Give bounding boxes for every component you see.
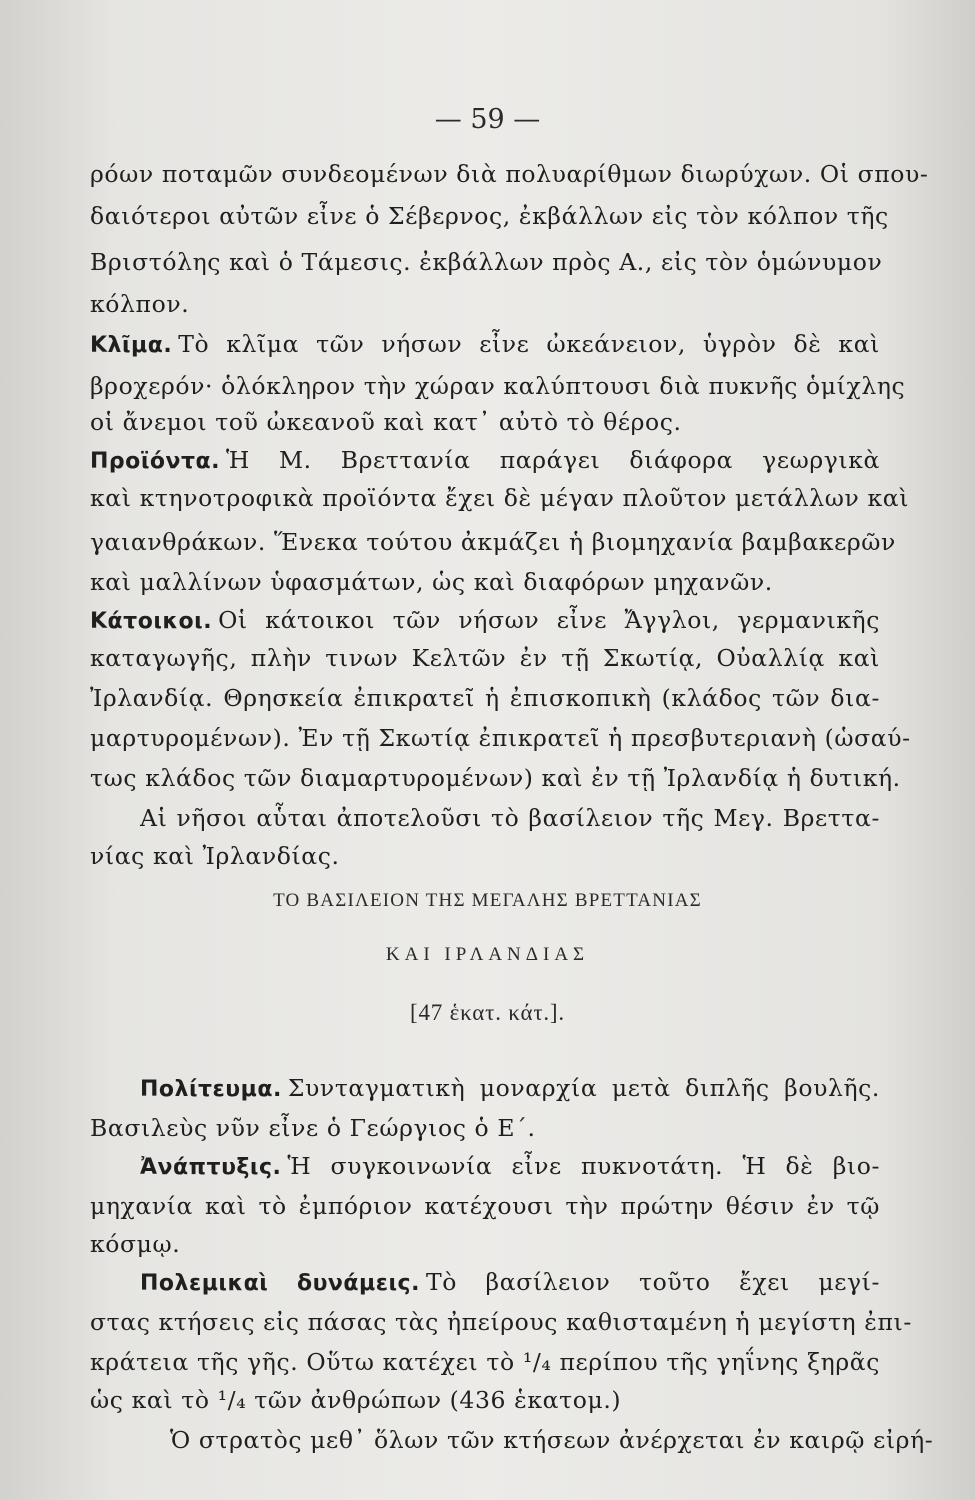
text-line: γαιανθράκων. Ἕνεκα τούτου ἀκμάζει ἡ βιομηχανία βαμβακερῶν xyxy=(90,528,896,556)
text-line: Βασιλεὺς νῦν εἶνε ὁ Γεώργιος ὁ Ε΄. xyxy=(90,1114,536,1142)
text-line: μαρτυρομένων). Ἐν τῇ Σκωτίᾳ ἐπικρατεῖ ἡ πρεσβυτεριανὴ (ὡσαύ- xyxy=(90,724,911,752)
section-heading-products: Προϊόντα. xyxy=(90,449,220,474)
text-line: Κλῖμα. Τὸ κλῖμα τῶν νήσων εἶνε ὠκεάνειον, ὑγρὸν δὲ καὶ xyxy=(90,330,880,358)
text-line: καὶ μαλλίνων ὑφασμάτων, ὡς καὶ διαφόρων μηχανῶν. xyxy=(90,568,773,596)
page-number: — 59 — xyxy=(434,104,541,135)
section-title-continued: ΚΑΙ ΙΡΛΑΝΔΙΑΣ xyxy=(385,944,590,965)
text-line: καὶ κτηνοτροφικὰ προϊόντα ἔχει δὲ μέγαν πλοῦτον μετάλλων καὶ xyxy=(90,484,910,512)
section-heading-government: Πολίτευμα. xyxy=(140,1077,282,1102)
text-line: καταγωγῆς, πλὴν τινων Κελτῶν ἐν τῇ Σκωτίᾳ, Οὐαλλίᾳ καὶ xyxy=(90,644,880,672)
text-line: Ἰρλανδίᾳ. Θρησκεία ἐπικρατεῖ ἡ ἐπισκοπικὴ (κλάδος τῶν δια- xyxy=(90,684,880,712)
text-line: Βριστόλης καὶ ὁ Τάμεσις. ἐκβάλλων πρὸς Α., εἰς τὸν ὁμώνυμον xyxy=(90,248,883,276)
text-line: Ὁ στρατὸς μεθ᾽ ὅλων τῶν κτήσεων ἀνέρχεται ἐν καιρῷ εἰρή- xyxy=(170,1426,934,1454)
section-heading-development: Ἀνάπτυξις. xyxy=(140,1155,282,1180)
text-line: οἱ ἄνεμοι τοῦ ὠκεανοῦ καὶ κατ᾽ αὐτὸ τὸ θέρος. xyxy=(90,408,682,436)
text-line: ὡς καὶ τὸ ¹/₄ τῶν ἀνθρώπων (436 ἑκατομ.) xyxy=(90,1386,622,1414)
text-line: κράτεια τῆς γῆς. Οὕτω κατέχει τὸ ¹/₄ περίπου τῆς γηΐνης ξηρᾶς xyxy=(90,1348,880,1376)
text-line: τως κλάδος τῶν διαμαρτυρομένων) καὶ ἐν τῇ Ἰρλανδίᾳ ἡ δυτική. xyxy=(90,764,901,792)
text-line: Κάτοικοι. Οἱ κάτοικοι τῶν νήσων εἶνε Ἄγγλοι, γερμανικῆς xyxy=(90,606,880,634)
text-line: δαιότεροι αὐτῶν εἶνε ὁ Σέβερνος, ἐκβάλλων εἰς τὸν κόλπον τῆς xyxy=(90,202,889,230)
text-line: νίας καὶ Ἰρλανδίας. xyxy=(90,842,340,870)
text-line: Προϊόντα. Ἡ Μ. Βρεττανία παράγει διάφορα γεωργικὰ xyxy=(90,446,880,474)
section-title: ΤΟ ΒΑΣΙΛΕΙΟΝ ΤΗΣ ΜΕΓΑΛΗΣ ΒΡΕΤΤΑΝΙΑΣ xyxy=(273,890,702,911)
text-line: στας κτήσεις εἰς πάσας τὰς ἠπείρους καθισταμένη ἡ μεγίστη ἐπι- xyxy=(90,1308,912,1336)
text-line: Πολεμικαὶ δυνάμεις. Τὸ βασίλειον τοῦτο ἔχει μεγί- xyxy=(140,1268,881,1296)
text-line: Αἱ νῆσοι αὗται ἀποτελοῦσι τὸ βασίλειον τῆς Μεγ. Βρεττα- xyxy=(140,804,880,832)
text-line: ρόων ποταμῶν συνδεομένων διὰ πολυαρίθμων διωρύχων. Οἱ σπου- xyxy=(90,160,929,188)
text-line: βροχερόν· ὁλόκληρον τὴν χώραν καλύπτουσι διὰ πυκνῆς ὁμίχλης xyxy=(90,372,906,400)
section-heading-military: Πολεμικαὶ δυνάμεις. xyxy=(140,1271,420,1296)
section-heading-inhabitants: Κάτοικοι. xyxy=(90,609,213,634)
text-line: μηχανία καὶ τὸ ἐμπόριον κατέχουσι τὴν πρώτην θέσιν ἐν τῷ xyxy=(90,1192,880,1220)
text-line: Ἀνάπτυξις. Ἡ συγκοινωνία εἶνε πυκνοτάτη. Ἡ δὲ βιο- xyxy=(140,1152,880,1180)
section-heading-climate: Κλῖμα. xyxy=(90,333,173,358)
text-line: Πολίτευμα. Συνταγματικὴ μοναρχία μετὰ διπλῆς βουλῆς. xyxy=(140,1074,880,1102)
population-note: [47 ἑκατ. κάτ.]. xyxy=(410,1000,565,1025)
text-line: κόλπον. xyxy=(90,290,190,318)
text-line: κόσμῳ. xyxy=(90,1230,181,1258)
